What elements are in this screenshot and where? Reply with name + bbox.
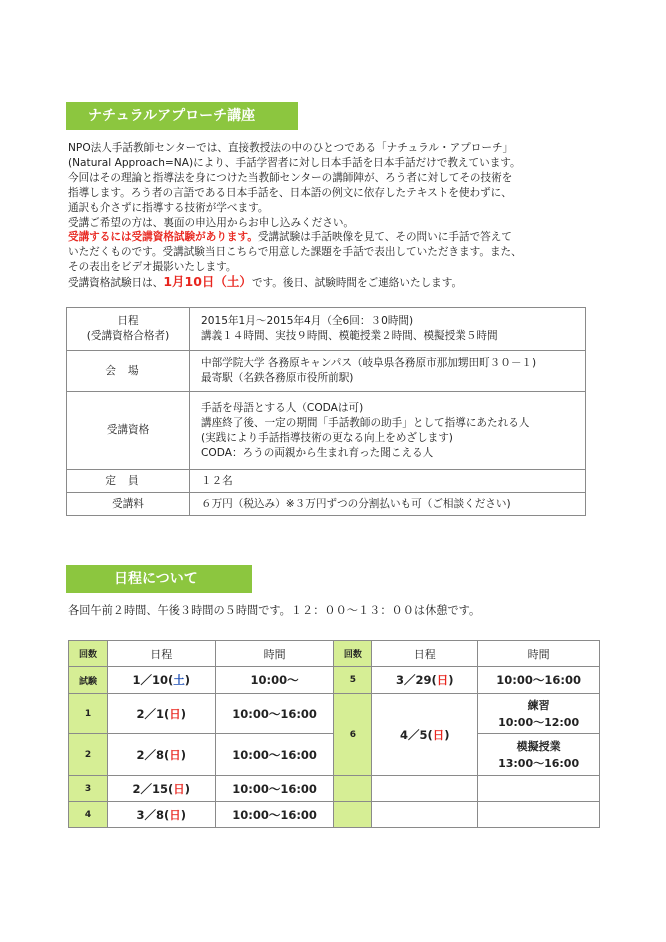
session-practice [478, 694, 600, 734]
intro-text [68, 141, 608, 291]
date-close: ) [180, 807, 187, 822]
schedule-row [69, 776, 600, 802]
session-time: 13:00～16:00 [498, 756, 580, 770]
row-date [372, 667, 478, 694]
empty-cell [478, 776, 600, 802]
empty-cell [478, 802, 600, 828]
info-row-fee [67, 493, 586, 516]
value-line: 最寄駅（名鉄各務原市役所前駅) [201, 372, 354, 384]
intro-line: 受講ご希望の方は、裏面の申込用からお申し込みください。 [68, 216, 355, 229]
intro-line: 今回はその理論と指導法を身につけた当教師センターの講師陣が、ろう者に対してその技術を [68, 171, 513, 184]
section-title-natural-approach: ナチュラルアプローチ講座 [66, 102, 298, 130]
row-num: 6 [334, 694, 372, 776]
schedule-row [69, 694, 600, 734]
notice-line: いただくものです。受講試験当日こちらで用意した課題を手話で表出していただきます。また、 [68, 246, 522, 259]
row-date [107, 776, 215, 802]
course-info-table [66, 307, 586, 516]
venue-value [190, 351, 586, 392]
row-time: 10:00～ [215, 667, 334, 694]
schedule-row [69, 667, 600, 694]
header-time: 時間 [478, 641, 600, 667]
capacity-value: １２名 [190, 470, 586, 493]
header-num: 回数 [334, 641, 372, 667]
notice-text: 受講試験は手話映像を見て、その問いに手話で答えて [257, 231, 512, 244]
day-of-week: 日 [432, 727, 445, 742]
value-line: 2015年1月～2015年4月（全6回：３0時間) [201, 315, 414, 327]
empty-cell [334, 802, 372, 828]
row-date [107, 802, 215, 828]
row-num: 試験 [69, 667, 108, 694]
day-of-week: 土 [173, 673, 185, 687]
empty-cell [372, 802, 478, 828]
date-close: ) [444, 727, 450, 742]
day-of-week: 日 [169, 706, 181, 721]
value-line: 中部学院大学 各務原キャンパス（岐阜県各務原市那加甥田町３０－１) [201, 357, 537, 369]
day-of-week: 日 [169, 807, 181, 822]
day-of-week: 日 [173, 781, 185, 796]
info-row-capacity [67, 470, 586, 493]
value-line: 講義１４時間、実技９時間、模範授業２時間、模擬授業５時間 [201, 330, 498, 342]
row-num: 4 [69, 802, 108, 828]
date-text: 3／29( [396, 673, 437, 687]
day-of-week: 日 [436, 673, 449, 687]
header-date: 日程 [107, 641, 215, 667]
exam-date: 1月10日（土） [163, 274, 252, 290]
schedule-note: 各回午前２時間、午後３時間の５時間です。１２：００～１３：００は休憩です。 [68, 604, 481, 617]
notice-line [68, 230, 608, 245]
exam-notice: 受講するには受講資格試験があります。 [68, 231, 258, 244]
row-time: 10:00～16:00 [478, 667, 600, 694]
row-time: 10:00～16:00 [215, 734, 334, 776]
label-line: 日程 [117, 315, 139, 327]
info-row-schedule [67, 308, 586, 351]
venue-label [67, 351, 190, 392]
date-text: 3／8( [136, 807, 170, 822]
info-row-venue [67, 351, 586, 392]
date-text: 2／1( [136, 706, 170, 721]
row-time: 10:00～16:00 [215, 776, 334, 802]
intro-line: 指導します。ろう者の言語である日本手話を、日本語の例文に依存したテキストを使わずに、 [68, 186, 512, 199]
schedule-value [190, 308, 586, 351]
header-time: 時間 [215, 641, 334, 667]
row-date [107, 734, 215, 776]
date-close: ) [184, 673, 191, 687]
row-date [107, 667, 215, 694]
row-time: 10:00～16:00 [215, 802, 334, 828]
row-date [107, 694, 215, 734]
empty-cell [334, 776, 372, 802]
intro-line: NPO法人手話教師センターでは、直接教授法の中のひとつである「ナチュラル・アプローチ」 [68, 142, 514, 154]
qualification-value [190, 392, 586, 470]
date-text: 1／10( [132, 673, 174, 687]
row-num: 5 [334, 667, 372, 694]
empty-cell [372, 776, 478, 802]
notice-line: その表出をビデオ撮影いたします。 [68, 261, 237, 274]
day-of-week: 日 [169, 747, 181, 762]
date-text: 2／8( [136, 747, 170, 762]
value-line: CODA：ろうの両親から生まれ育った聞こえる人 [201, 446, 434, 459]
intro-line: (Natural Approach=NA)により、手話学習者に対し日本手話を日本手話だけで教えています。 [68, 156, 521, 169]
session-time: 10:00～12:00 [498, 715, 580, 729]
schedule-header-row [69, 641, 600, 667]
date-text: 2／15( [132, 781, 174, 796]
schedule-label [67, 308, 190, 351]
value-line: 手話を母語とする人（CODAは可) [201, 401, 364, 414]
value-line: (実践により手話指導技術の更なる向上をめざします) [201, 431, 453, 444]
date-close: ) [448, 673, 454, 687]
intro-line: 通訳も介さずに指導する技術が学べます。 [68, 201, 269, 214]
row-num: 2 [69, 734, 108, 776]
capacity-label [67, 470, 190, 493]
schedule-table [68, 640, 600, 828]
value-line: 講座終了後、一定の期間「手話教師の助手」として指導にあたれる人 [201, 416, 530, 429]
date-text: 4／5( [400, 727, 433, 742]
header-date: 日程 [372, 641, 478, 667]
row-num: 1 [69, 694, 108, 734]
session-label: 模擬授業 [516, 739, 561, 753]
row-date [372, 694, 478, 776]
date-close: ) [180, 747, 187, 762]
exam-prefix: 受講資格試験日は、 [68, 277, 164, 290]
session-label: 練習 [527, 698, 550, 712]
info-row-qualification [67, 392, 586, 470]
label-line: (受講資格合格者) [86, 330, 170, 342]
label-text: 会場 [105, 364, 151, 377]
exam-suffix: です。後日、試験時間をご連絡いたします。 [251, 277, 463, 290]
fee-label: 受講料 [67, 493, 190, 516]
section-title-schedule: 日程について [66, 565, 252, 593]
qualification-label: 受講資格 [67, 392, 190, 470]
row-num: 3 [69, 776, 108, 802]
session-mock-lesson [478, 734, 600, 776]
schedule-row [69, 802, 600, 828]
row-time: 10:00～16:00 [215, 694, 334, 734]
header-num: 回数 [69, 641, 108, 667]
date-close: ) [184, 781, 191, 796]
date-close: ) [180, 706, 187, 721]
fee-value: ６万円（税込み）※３万円ずつの分割払いも可（ご相談ください) [190, 493, 586, 516]
label-text: 定員 [105, 474, 151, 487]
exam-date-line [68, 275, 608, 291]
